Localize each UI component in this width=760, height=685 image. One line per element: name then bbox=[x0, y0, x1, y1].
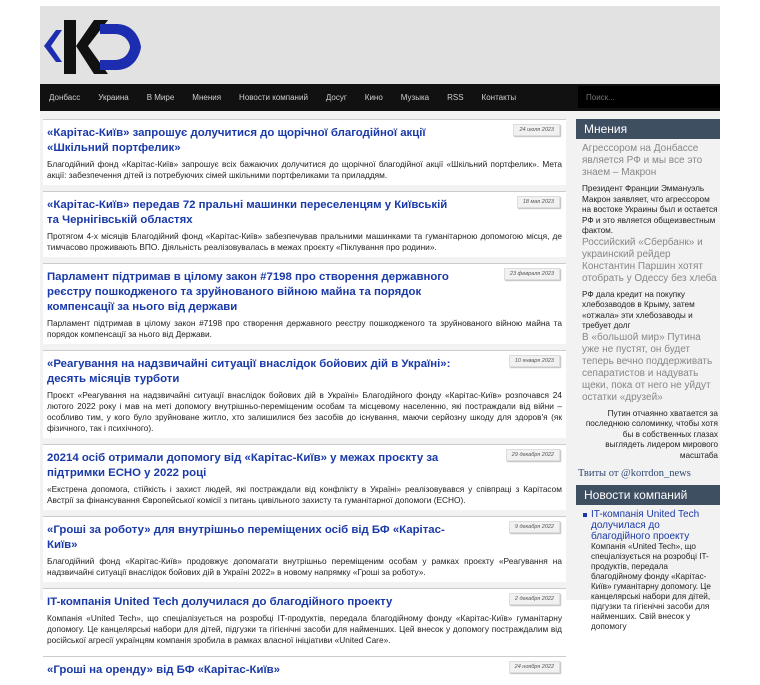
tweets-link[interactable]: Твиты от @korrdon_news bbox=[578, 468, 691, 479]
nav-item-ukraine[interactable]: Украина bbox=[98, 93, 129, 102]
nav-item-music[interactable]: Музыка bbox=[400, 93, 430, 102]
article-date: 18 мая 2023 bbox=[517, 196, 560, 208]
article-title-link[interactable]: «Гроші за роботу» для внутрішньо переміщених осіб від БФ «Карітас-Київ» bbox=[47, 524, 445, 551]
opinions-heading[interactable]: Мнения bbox=[576, 119, 720, 139]
article-excerpt: Благодійний фонд «Карітас-Київ» запрошує всіх бажаючих долучитися до щорічної благодійної акції «Шкільний портфелик». Мета акції: забезпечення дітей із потребуючих сімей шкільними портфеликами та приладдям. bbox=[47, 159, 562, 180]
sidebar bbox=[576, 119, 720, 631]
nav-item-cinema[interactable]: Кино bbox=[364, 93, 383, 102]
article-excerpt: «Екстрена допомога, стійкість і захист людей, які постраждали від конфлікту в Україні» реалізовувався у співпраці з Карітасом Австрії за фінансування Європейської комісії з питань цивільного захисту та гуманітарної допомоги (ЕСНО). bbox=[47, 484, 562, 505]
article-date: 9 декабря 2022 bbox=[509, 521, 560, 533]
article-date: 24 июля 2023 bbox=[513, 124, 560, 136]
article-excerpt: Парламент підтримав в цілому закон #7198 про створення державного реєстру пошкодженого та зруйнованого війною майна та порядок компенсації за нього від Держави. bbox=[47, 318, 562, 339]
company-news-list bbox=[576, 509, 720, 632]
search-input[interactable] bbox=[578, 86, 720, 108]
nav-item-world[interactable]: В Мире bbox=[146, 93, 175, 102]
company-news-link[interactable]: IT-компанія United Tech долучилася до благодійного проекту bbox=[591, 509, 700, 542]
article-title-link[interactable]: «Карітас-Київ» запрошує долучитися до щорічної благодійної акції «Шкільний портфелик» bbox=[47, 127, 426, 154]
opinion-link[interactable]: Агрессором на Донбассе является РФ и мы все это знаем – Макрон bbox=[582, 143, 703, 178]
opinion-link[interactable]: Российский «Сбербанк» и украинский рейдер Константин Паршин хотят отобрать у Одессу без хлеба bbox=[582, 236, 717, 284]
article-date: 10 января 2023 bbox=[509, 355, 560, 367]
article-date: 24 ноября 2022 bbox=[509, 661, 560, 673]
article-title-link[interactable]: IT-компанія United Tech долучилася до благодійного проекту bbox=[47, 596, 393, 608]
article-date: 29 декабря 2022 bbox=[506, 449, 560, 461]
article-title-link[interactable]: 20214 осіб отримали допомогу від «Карітас-Київ» у межах проєкту за підтримки ЕСНО у 2022 році bbox=[47, 452, 439, 479]
article-date: 23 февраля 2023 bbox=[504, 268, 560, 280]
opinion-text: Путин отчаянно хватается за последнюю соломинку, чтобы хотя бы в собственных глазах выглядеть лидером мирового масштаба bbox=[585, 408, 718, 460]
article bbox=[43, 444, 566, 510]
opinion-item bbox=[576, 409, 720, 462]
nav-item-company-news[interactable]: Новости компаний bbox=[239, 93, 308, 102]
company-news-excerpt: Компанія «United Tech», що спеціалізується на розробці IT-продуктів, передала благодійному фонду «Карітас-Київ» гуманітарну допомогу. Це канцелярські набори для дітей, підгузки та гігієнічні засоби для найменших. Свій внесок у допомогу bbox=[591, 542, 711, 631]
article-date: 2 декабря 2022 bbox=[509, 593, 560, 605]
article bbox=[43, 656, 566, 685]
article-excerpt: Компанія «United Tech», що спеціалізується на розробці IT-продуктів, передала благодійному фонду «Карітас-Київ» гуманітарну допомогу. Це канцелярські набори для дітей, підгузки та гігієнічні засоби для найменших. Цей внесок у допомогу постраждалим від російської агресії українцям компанія зробила в рамках власної ініціативи «United Care». bbox=[47, 613, 562, 645]
nav-item-contacts[interactable]: Контакты bbox=[481, 93, 517, 102]
opinion-item bbox=[576, 184, 720, 285]
opinion-text: Президент Франции Эммануэль Макрон заявляет, что агрессором на востоке Украины был и остается РФ и это является общеизвестным фактом. bbox=[582, 184, 718, 235]
page bbox=[40, 6, 720, 676]
article-excerpt: Благодійний фонд «Карітас-Київ» продовжує допомагати внутрішньо переміщеним особам у рамках проєкту «Реагування на надзвичайні ситуації внаслідок бойових дій в Україні 2022» в новому напрямку «Гроші за роботу». bbox=[47, 556, 562, 577]
article-excerpt: Проєкт «Реагування на надзвичайні ситуації внаслідок бойових дій в Україні» Благодійного фонду «Карітас-Київ» розпочався 24 лютого 2022 року і мав на меті допомогу внутрішньо-переміщеним особам та місцевому населенню, які постраждали від війни – особливо тим, у кого було зруйноване житло, хто залишилися без засобів до існування, маючи серйозну шкоду для здоров'я (як фізичного, так і психічного). bbox=[47, 390, 562, 433]
article bbox=[43, 119, 566, 185]
nav-item-opinions[interactable]: Мнения bbox=[192, 93, 222, 102]
article bbox=[43, 588, 566, 650]
opinion-link[interactable]: В «большой мир» Путина уже не пустят, он будет теперь вечно поддерживать сепаратистов и надувать щеки, пока от него не уйдут остатки «друзей» bbox=[582, 331, 713, 403]
article-title-link[interactable]: «Реагування на надзвичайні ситуації внаслідок бойових дій в Україні»: десять місяців турботи bbox=[47, 358, 451, 385]
opinion-item bbox=[576, 290, 720, 404]
opinion-item bbox=[576, 143, 720, 179]
site-header bbox=[40, 6, 720, 84]
article-list bbox=[40, 119, 571, 676]
company-news-item bbox=[582, 509, 720, 632]
article bbox=[43, 263, 566, 344]
nav-item-rss[interactable]: RSS bbox=[447, 93, 464, 102]
article-title-link[interactable]: «Гроші на оренду» від БФ «Карітас-Київ» bbox=[47, 664, 281, 676]
article-title-link[interactable]: «Карітас-Київ» передав 72 пральні машинки переселенцям у Київській та Чернігівській областях bbox=[47, 199, 448, 226]
article-title-link[interactable]: Парламент підтримав в цілому закон #7198 про створення державного реєстру пошкодженого та зруйнованого війною майна та порядок компенсації за нього від держави bbox=[47, 271, 449, 313]
article bbox=[43, 350, 566, 438]
company-news-heading[interactable]: Новости компаний bbox=[576, 485, 720, 505]
article bbox=[43, 516, 566, 582]
opinion-text: РФ дала кредит на покупку хлебозаводов в Крыму, затем «отжала» эти хлебозаводы и требует долг bbox=[582, 289, 695, 330]
article bbox=[43, 191, 566, 257]
article-excerpt: Протягом 4-х місяців Благодійний фонд «Карітас-Київ» забезпечував пральними машинками та гуманітарною допомогою місця, де тимчасово проживають ВПО. Діяльність реалізовувалась в межах проєкту «Піклування про родини». bbox=[47, 231, 562, 252]
nav-item-donbass[interactable]: Донбасс bbox=[49, 93, 81, 102]
site-logo[interactable] bbox=[42, 16, 142, 78]
nav-item-leisure[interactable]: Досуг bbox=[325, 93, 347, 102]
